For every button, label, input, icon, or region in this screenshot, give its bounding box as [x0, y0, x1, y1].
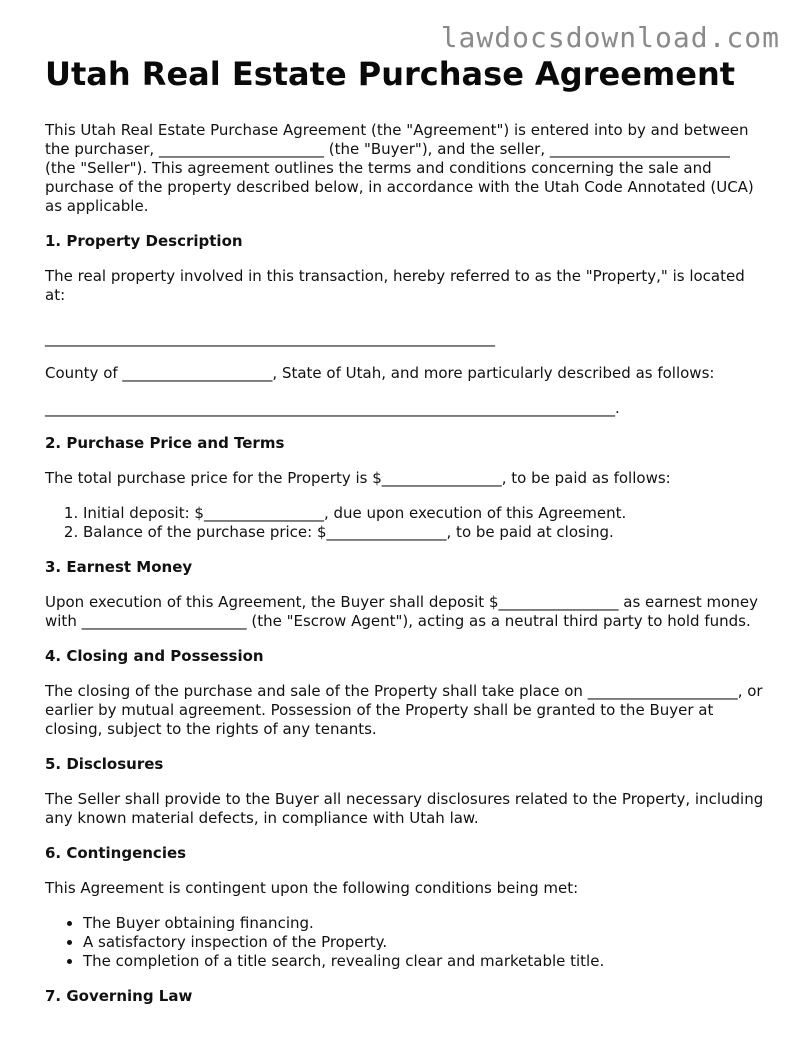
section-heading: 4. Closing and Possession	[45, 647, 264, 666]
section-contingencies	[45, 844, 765, 971]
section-heading: 3. Earnest Money	[45, 558, 193, 577]
list-item: 2. Balance of the purchase price: $________________, to be paid at closing.	[83, 523, 765, 542]
section-disclosures	[45, 755, 765, 828]
list-item: • The Buyer obtaining financing.	[83, 914, 765, 933]
section-heading: 1. Property Description	[45, 232, 243, 251]
document-title: Utah Real Estate Purchase Agreement	[45, 55, 736, 93]
section-governing-law	[45, 987, 765, 1006]
section-purchase-price	[45, 434, 765, 542]
section-paragraph: This Agreement is contingent upon the following conditions being met:	[45, 879, 579, 898]
section-heading: 2. Purchase Price and Terms	[45, 434, 285, 453]
county-paragraph: County of ____________________, State of Utah, and more particularly described as follows:	[45, 364, 715, 383]
section-heading: 7. Governing Law	[45, 987, 193, 1006]
section-paragraph: Upon execution of this Agreement, the Buyer shall deposit $________________ as earnest money with ______________________ (the "Escrow Agent"), acting as a neutral third party to hold funds.	[45, 593, 758, 631]
section-property-description	[45, 232, 765, 418]
section-paragraph: The total purchase price for the Property is $________________, to be paid as follows:	[45, 469, 671, 488]
section-earnest-money	[45, 558, 765, 631]
list-item: • The completion of a title search, revealing clear and marketable title.	[83, 952, 765, 971]
intro-paragraph: This Utah Real Estate Purchase Agreement (the "Agreement") is entered into by and between the purchaser, ______________________ (the "Buyer"), and the seller, ________________________ (the "Seller"). This agreement outlines the terms and conditions concerning the sale and purchase of the property described below, in accordance with the Utah Code Annotated (UCA) as applicable.	[45, 121, 754, 216]
section-paragraph: The Seller shall provide to the Buyer all necessary disclosures related to the Property, including any known material defects, in compliance with Utah law.	[45, 790, 764, 828]
section-heading: 5. Disclosures	[45, 755, 164, 774]
list-item: • A satisfactory inspection of the Property.	[83, 933, 765, 952]
document-page	[45, 55, 765, 1006]
section-heading: 6. Contingencies	[45, 844, 187, 863]
contingency-list	[45, 914, 765, 971]
description-blank-line: ____________________________________________________________________________.	[45, 399, 620, 418]
payment-terms-list	[45, 504, 765, 542]
section-closing-possession	[45, 647, 765, 739]
list-item: 1. Initial deposit: $________________, due upon execution of this Agreement.	[83, 504, 765, 523]
section-paragraph: The real property involved in this transaction, hereby referred to as the "Property," is located at:	[45, 267, 745, 305]
section-paragraph: The closing of the purchase and sale of the Property shall take place on ____________________, or earlier by mutual agreement. Possession of the Property shall be granted to the Buyer at closing, subject to the rights of any tenants.	[45, 682, 763, 739]
site-watermark: lawdocsdownload.com	[440, 21, 780, 54]
address-blank-line: ____________________________________________________________	[45, 329, 495, 348]
